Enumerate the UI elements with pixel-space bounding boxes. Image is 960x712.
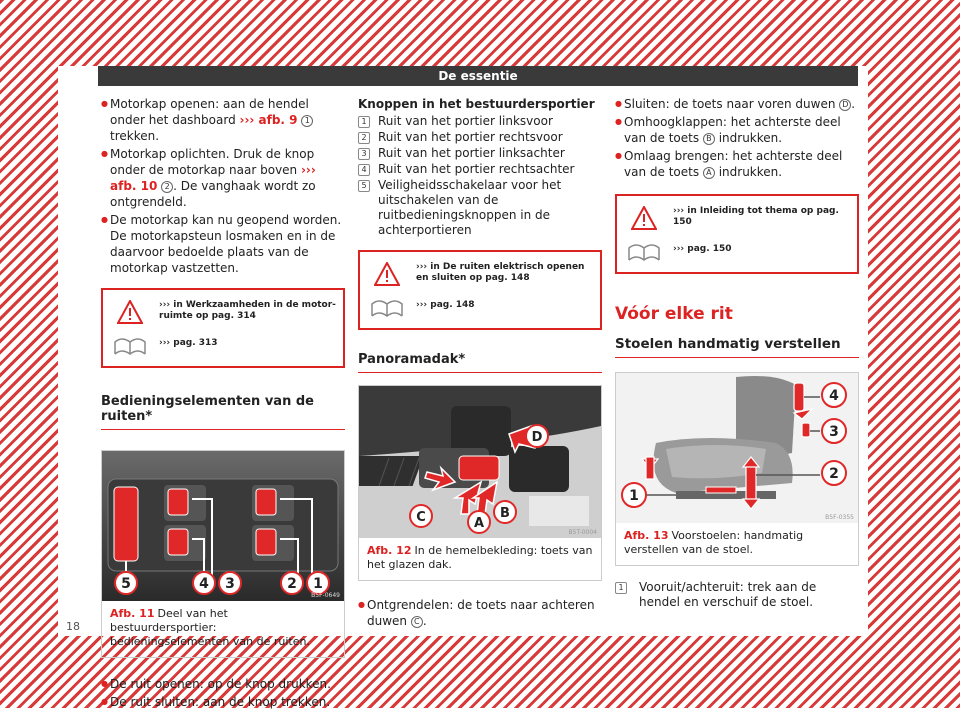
- column-1: [101, 96, 345, 712]
- seat-list: [615, 580, 859, 610]
- warning-ref[interactable]: ››› in Werkzaamheden in de motor-ruimte op pag. 314: [159, 300, 336, 321]
- callout-4: [193, 572, 215, 594]
- bullet-item: ● De ruit openen: op de knop drukken.: [101, 676, 345, 692]
- warning-box: [358, 250, 602, 330]
- book-icon: [370, 298, 404, 320]
- warning-ref[interactable]: ››› in De ruiten elektrisch openen en sluiten op pag. 148: [416, 262, 585, 283]
- figure-image: [102, 451, 344, 601]
- callout-A: [468, 511, 490, 533]
- bullet-item: ● Motorkap oplichten. Druk de knop onder de motorkap naar boven ››› afb. 10 2 . De vanghaak wordt zo ontgrendeld.: [101, 146, 345, 210]
- callout-C: [410, 505, 432, 527]
- bullet-list-roof-cont: [615, 96, 859, 180]
- bullet-list-window: [101, 676, 345, 710]
- callout-1: [622, 483, 646, 507]
- svg-text:2: 2: [287, 576, 297, 592]
- figure-window-controls: [101, 450, 345, 658]
- svg-text:C: C: [416, 510, 426, 525]
- ref-number: 2: [161, 181, 173, 193]
- callout-3: [219, 572, 241, 594]
- bullet-item: ● De motorkap kan nu geopend worden. De motorkapsteun losmaken en in de daarvoor bedoelde plaats van de motorkap vastzetten.: [101, 212, 345, 276]
- svg-text:A: A: [473, 516, 485, 531]
- bullet-item: ● Sluiten: de toets naar voren duwen D .: [615, 96, 859, 112]
- svg-text:2: 2: [829, 466, 839, 482]
- list-item: 4 Ruit van het portier rechtsachter: [358, 162, 602, 177]
- page-number: 18: [66, 620, 80, 633]
- book-icon: [113, 336, 147, 358]
- figure-image: [616, 373, 858, 523]
- bullet-list-roof: [358, 597, 602, 629]
- figure-code: B5F-0355: [825, 514, 854, 521]
- list-title: Knoppen in het bestuurdersportier: [358, 97, 595, 111]
- column-2: [358, 96, 602, 631]
- svg-text:4: 4: [829, 388, 839, 404]
- chapter-header: De essentie: [98, 66, 858, 86]
- svg-text:4: 4: [199, 576, 209, 592]
- ref-letter: C: [411, 616, 423, 628]
- callout-1: [307, 572, 329, 594]
- warning-box: [615, 194, 859, 274]
- section-title: Stoelen handmatig verstellen: [615, 336, 859, 358]
- list-item: 1 Vooruit/achteruit: trek aan de hendel en verschuif de stoel.: [615, 580, 859, 610]
- ref-letter: B: [703, 133, 715, 145]
- svg-text:1: 1: [313, 576, 323, 592]
- figure-seat-adjust: [615, 372, 859, 566]
- callout-B: [494, 501, 516, 523]
- bullet-item: ● Motorkap openen: aan de hendel onder het dashboard ››› afb. 9 1 trekken.: [101, 96, 345, 144]
- bullet-item: ● Omlaag brengen: het achterste deel van de toets A indrukken.: [615, 148, 859, 180]
- callout-3: [822, 419, 846, 443]
- chapter-title: Vóór elke rit: [615, 304, 733, 324]
- warning-ref[interactable]: ››› in Inleiding tot thema op pag. 150: [673, 206, 839, 227]
- column-3: [615, 96, 859, 611]
- ref-letter: D: [839, 99, 851, 111]
- bullet-item: ● Ontgrendelen: de toets naar achteren duwen C .: [358, 597, 602, 629]
- bullet-item: ● Omhoogklappen: het achterste deel van de toets B indrukken.: [615, 114, 859, 146]
- note-ref[interactable]: ››› pag. 313: [159, 338, 218, 348]
- note-ref[interactable]: ››› pag. 150: [673, 244, 732, 254]
- bullet-list-motorkap: [101, 96, 345, 276]
- button-list: [358, 114, 602, 238]
- list-item: 5 Veiligheidsschakelaar voor het uitschakelen van de ruitbedieningsknoppen in de achterportieren: [358, 178, 602, 238]
- warning-icon: [374, 262, 400, 286]
- svg-text:B: B: [500, 506, 510, 521]
- note-ref[interactable]: ››› pag. 148: [416, 300, 475, 310]
- svg-text:3: 3: [829, 424, 839, 440]
- section-title: Panoramadak*: [358, 352, 602, 373]
- figure-caption: Afb. 11 Deel van het bestuurdersportier: bedieningselementen van de ruiten.: [110, 607, 310, 648]
- list-item: 2 Ruit van het portier rechtsvoor: [358, 130, 602, 145]
- figure-code: B5T-0004: [568, 529, 597, 536]
- svg-text:1: 1: [629, 488, 639, 504]
- figure-code: B5F-0649: [311, 592, 340, 599]
- warning-icon: [631, 206, 657, 230]
- page-link[interactable]: ››› afb. 10: [110, 163, 316, 193]
- callout-D: [526, 425, 548, 447]
- ref-letter: A: [703, 167, 715, 179]
- figure-panoramic-roof: [358, 385, 602, 581]
- warning-box: [101, 288, 345, 368]
- warning-icon: [117, 300, 143, 324]
- figure-caption: Afb. 13 Voorstoelen: handmatig verstellen van de stoel.: [624, 529, 804, 556]
- svg-text:D: D: [531, 430, 543, 445]
- figure-caption: Afb. 12 In de hemelbekleding: toets van het glazen dak.: [367, 544, 593, 571]
- book-icon: [627, 242, 661, 264]
- ref-number: 1: [301, 115, 313, 127]
- list-item: 3 Ruit van het portier linksachter: [358, 146, 602, 161]
- svg-text:5: 5: [121, 576, 131, 592]
- section-title: Bedieningselementen van de ruiten*: [101, 394, 345, 430]
- figure-image: [359, 386, 601, 538]
- callout-5: [115, 572, 137, 594]
- bullet-item: ● De ruit sluiten: aan de knop trekken.: [101, 694, 345, 710]
- list-item: 1 Ruit van het portier linksvoor: [358, 114, 602, 129]
- page-link[interactable]: ››› afb. 9: [239, 113, 298, 127]
- callout-2: [281, 572, 303, 594]
- svg-text:3: 3: [225, 576, 235, 592]
- callout-4: [822, 383, 846, 407]
- callout-2: [822, 461, 846, 485]
